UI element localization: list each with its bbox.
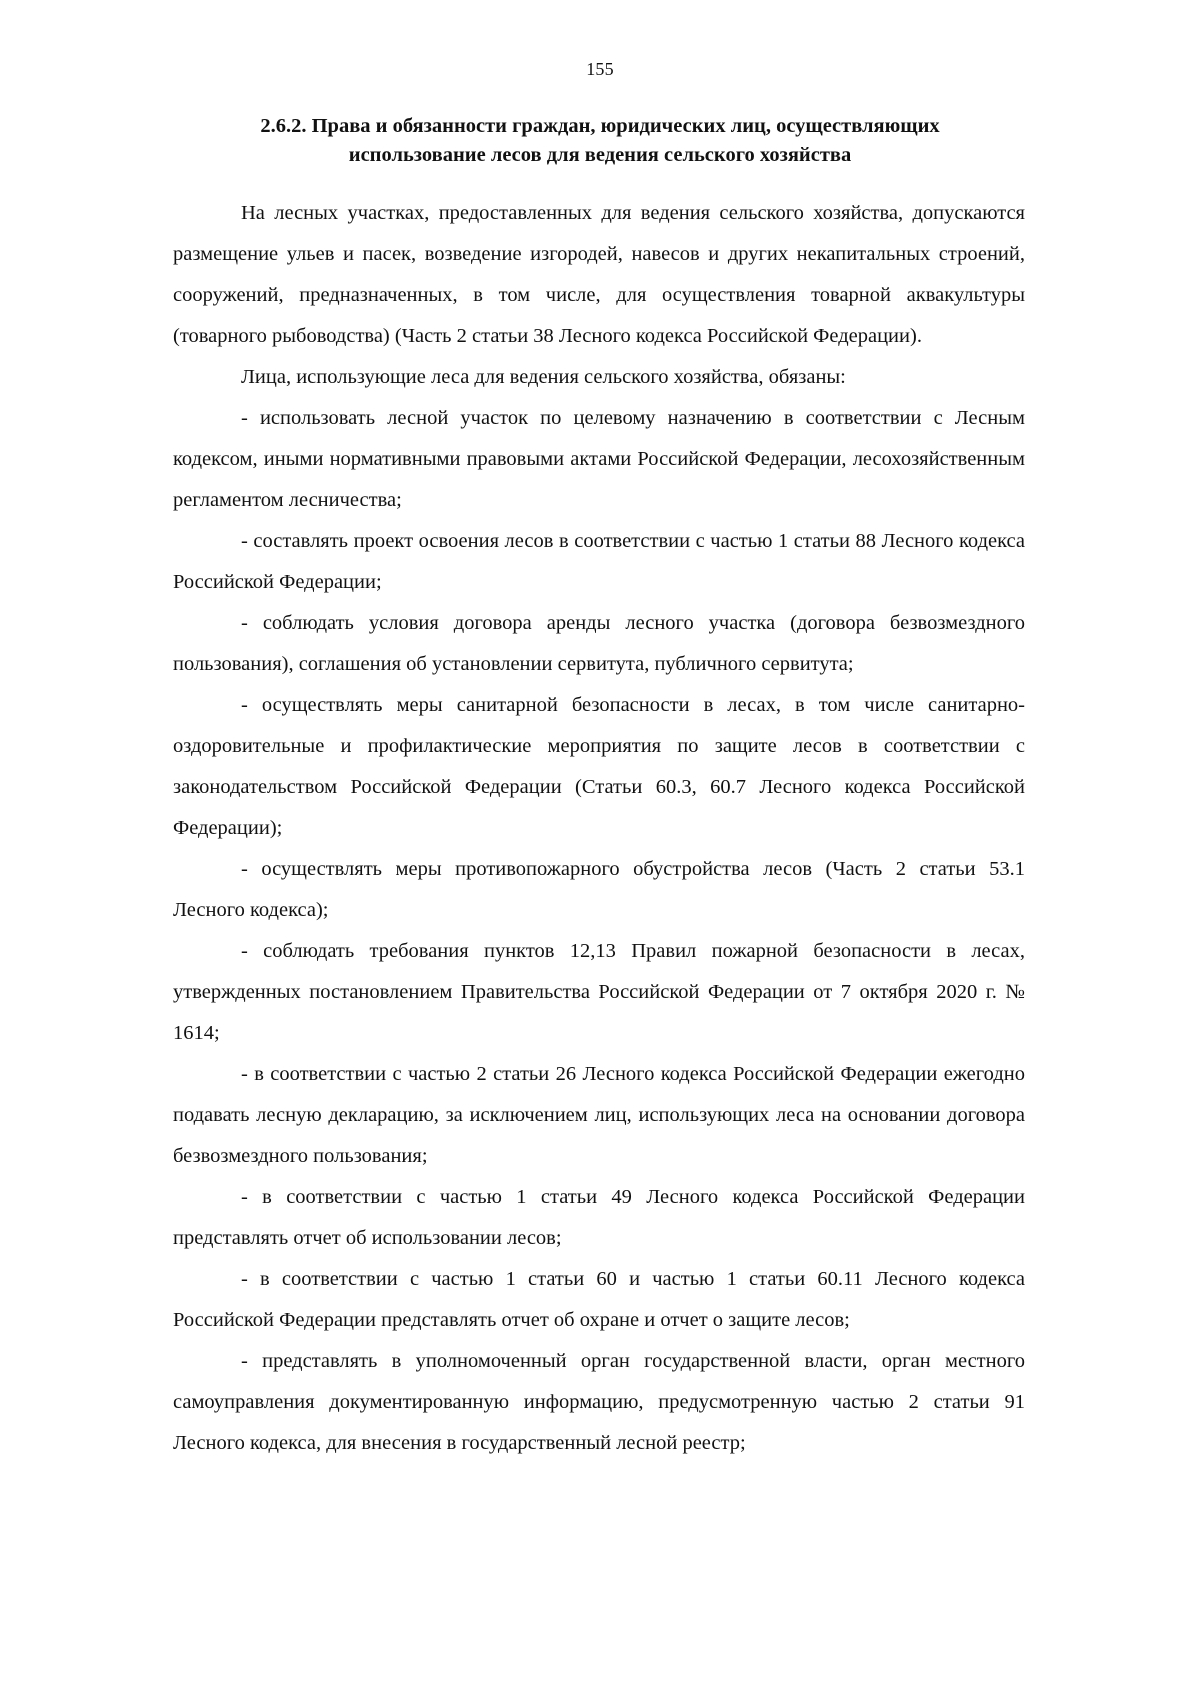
obligation-item: - представлять в уполномоченный орган государственной власти, орган местного самоуправления документированную информацию, предусмотренную частью 2 статьи 91 Лесного кодекса, для внесения в государственный лесной реестр; — [173, 1350, 1025, 1454]
obligation-item: - осуществлять меры санитарной безопасности в лесах, в том числе санитарно-оздоровительные и профилактические мероприятия по защите лесов в соответствии с законодательством Российской Федерации (Статьи 60.3, 60.7 Лесного кодекса Российской Федерации); — [173, 694, 1025, 839]
section-heading-line-1: 2.6.2. Права и обязанности граждан, юридических лиц, осуществляющих — [260, 115, 940, 137]
page-number: 155 — [586, 59, 614, 79]
obligation-item: - использовать лесной участок по целевому назначению в соответствии с Лесным кодексом, иными нормативными правовыми актами Российской Федерации, лесохозяйственным регламентом лесничества; — [173, 407, 1025, 511]
obligation-item: - осуществлять меры противопожарного обустройства лесов (Часть 2 статьи 53.1 Лесного кодекса); — [173, 858, 1025, 921]
paragraph-intro: На лесных участках, предоставленных для ведения сельского хозяйства, допускаются размещение ульев и пасек, возведение изгородей, навесов и других некапитальных строений, сооружений, предназначенных, в том числе, для осуществления товарной аквакультуры (товарного рыбоводства) (Часть 2 статьи 38 Лесного кодекса Российской Федерации). — [173, 202, 1025, 347]
obligation-item: - в соответствии с частью 2 статьи 26 Лесного кодекса Российской Федерации ежегодно подавать лесную декларацию, за исключением лиц, использующих леса на основании договора безвозмездного пользования; — [173, 1063, 1025, 1167]
obligation-item: - соблюдать требования пунктов 12,13 Правил пожарной безопасности в лесах, утвержденных постановлением Правительства Российской Федерации от 7 октября 2020 г. № 1614; — [173, 940, 1025, 1044]
paragraph-obligations-lead: Лица, использующие леса для ведения сельского хозяйства, обязаны: — [241, 366, 846, 388]
obligation-item: - в соответствии с частью 1 статьи 49 Лесного кодекса Российской Федерации представлять отчет об использовании лесов; — [173, 1186, 1025, 1249]
obligation-item: - соблюдать условия договора аренды лесного участка (договора безвозмездного пользования), соглашения об установлении сервитута, публичного сервитута; — [173, 612, 1025, 675]
section-heading — [200, 112, 1000, 170]
section-heading-line-2: использование лесов для ведения сельского хозяйства — [348, 144, 852, 166]
obligation-item: - составлять проект освоения лесов в соответствии с частью 1 статьи 88 Лесного кодекса Российской Федерации; — [173, 530, 1025, 593]
body-text — [173, 193, 1025, 1464]
obligation-item: - в соответствии с частью 1 статьи 60 и частью 1 статьи 60.11 Лесного кодекса Российской Федерации представлять отчет об охране и отчет о защите лесов; — [173, 1268, 1025, 1331]
